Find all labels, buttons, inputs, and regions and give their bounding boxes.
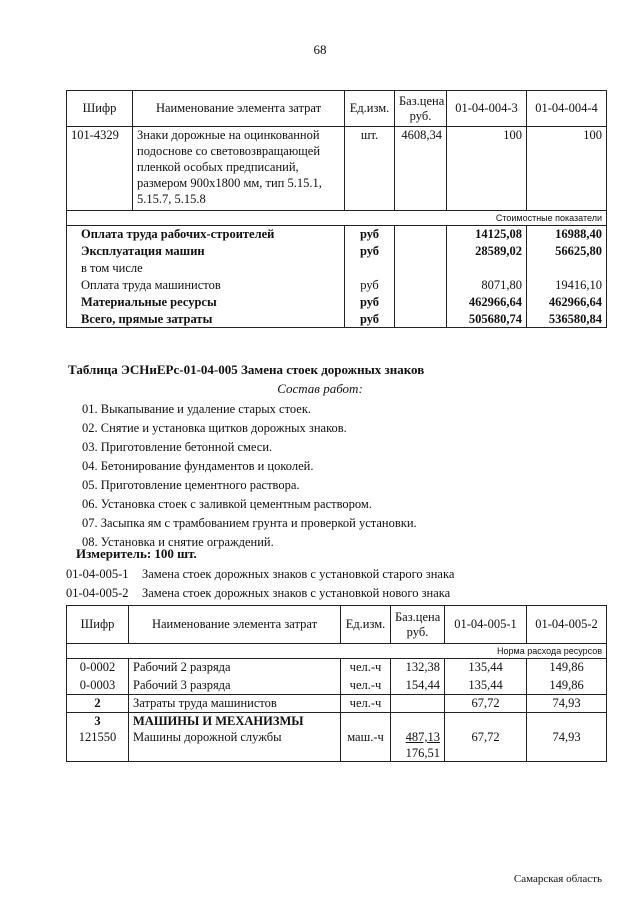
- table-row: в том числе: [67, 260, 607, 277]
- izmeritel: Измеритель: 100 шт.: [76, 546, 197, 561]
- header-code: Шифр: [67, 91, 133, 127]
- table-row: Оплата труда машинистов руб 8071,80 19416,10: [67, 277, 607, 294]
- table-row: Материальные ресурсы руб 462966,64 462966,64: [67, 294, 607, 311]
- item-name: Знаки дорожные на оцинкованной подосновe со световозвращающей пленкой особых предписаний, размером 900x1800 мм, тип 5.15.1, 5.15.7, 5.15.8: [133, 127, 345, 211]
- header-price: Баз.цена руб.: [395, 91, 447, 127]
- footer-region: Самарская область: [513, 873, 602, 885]
- header-price: Баз.цена руб.: [391, 606, 445, 644]
- page-number: 68: [313, 42, 327, 57]
- list-item: 03. Приготовление бетонной смеси.: [82, 440, 273, 454]
- item-unit: шт.: [345, 127, 395, 211]
- table-row: 121550 Машины дорожной службы маш.-ч 487,13 176,51 67,72 74,93: [67, 729, 607, 762]
- resource-table-2: [66, 605, 607, 762]
- works-list: [82, 400, 417, 552]
- list-item: 06. Установка стоек с заливкой цементным раствором.: [82, 497, 372, 511]
- item-code: 101-4329: [67, 127, 133, 211]
- header-col1: 01-04-005-1: [445, 606, 527, 644]
- list-item: 08. Установка и снятие ограждений.: [82, 535, 274, 549]
- table-row: 3 МАШИНЫ И МЕХАНИЗМЫ: [67, 713, 607, 730]
- header-unit: Ед.изм.: [345, 91, 395, 127]
- header-name: Наименование элемента затрат: [133, 91, 345, 127]
- header-col1: 01-04-004-3: [447, 91, 527, 127]
- cost-table-1: [66, 90, 607, 328]
- list-item: 05. Приготовление цементного раствора.: [82, 478, 300, 492]
- list-item: 02. Снятие и установка щитков дорожных знаков.: [82, 421, 347, 435]
- header-code: Шифр: [67, 606, 129, 644]
- header-unit: Ед.изм.: [341, 606, 391, 644]
- header-col2: 01-04-004-4: [527, 91, 607, 127]
- list-item: 01-04-005-2 Замена стоек дорожных знаков с установкой нового знака: [66, 586, 451, 600]
- list-item: 01. Выкапывание и удаление старых стоек.: [82, 402, 312, 416]
- list-item: 04. Бетонирование фундаментов и цоколей.: [82, 459, 314, 473]
- header-name: Наименование элемента затрат: [129, 606, 341, 644]
- subheader: Норма расхода ресурсов: [67, 644, 607, 659]
- table-row: Эксплуатация машин руб 28589,02 56625,80: [67, 243, 607, 260]
- table-row: 0-0002 Рабочий 2 разряда чел.-ч 132,38 135,44 149,86: [67, 659, 607, 677]
- table-row: 2 Затраты труда машинистов чел.-ч 67,72 74,93: [67, 695, 607, 713]
- table-caption: Таблица ЭСНиЕРс-01-04-005 Замена стоек дорожных знаков: [68, 362, 425, 377]
- table-row: 0-0003 Рабочий 3 разряда чел.-ч 154,44 135,44 149,86: [67, 677, 607, 695]
- list-item: 07. Засыпка ям с трамбованием грунта и проверкой установки.: [82, 516, 417, 530]
- table-row: Всего, прямые затраты руб 505680,74 536580,84: [67, 311, 607, 328]
- header-col2: 01-04-005-2: [527, 606, 607, 644]
- item-price: 4608,34: [395, 127, 447, 211]
- sostav-title: Состав работ:: [277, 381, 363, 396]
- table-row: [67, 127, 607, 211]
- list-item: 01-04-005-1 Замена стоек дорожных знаков с установкой старого знака: [66, 567, 455, 581]
- subheader: Стоимостные показатели: [67, 211, 607, 226]
- code-list: [66, 565, 454, 603]
- item-v2: 100: [527, 127, 607, 211]
- item-v1: 100: [447, 127, 527, 211]
- table-row: Оплата труда рабочих-строителей руб 14125,08 16988,40: [67, 226, 607, 243]
